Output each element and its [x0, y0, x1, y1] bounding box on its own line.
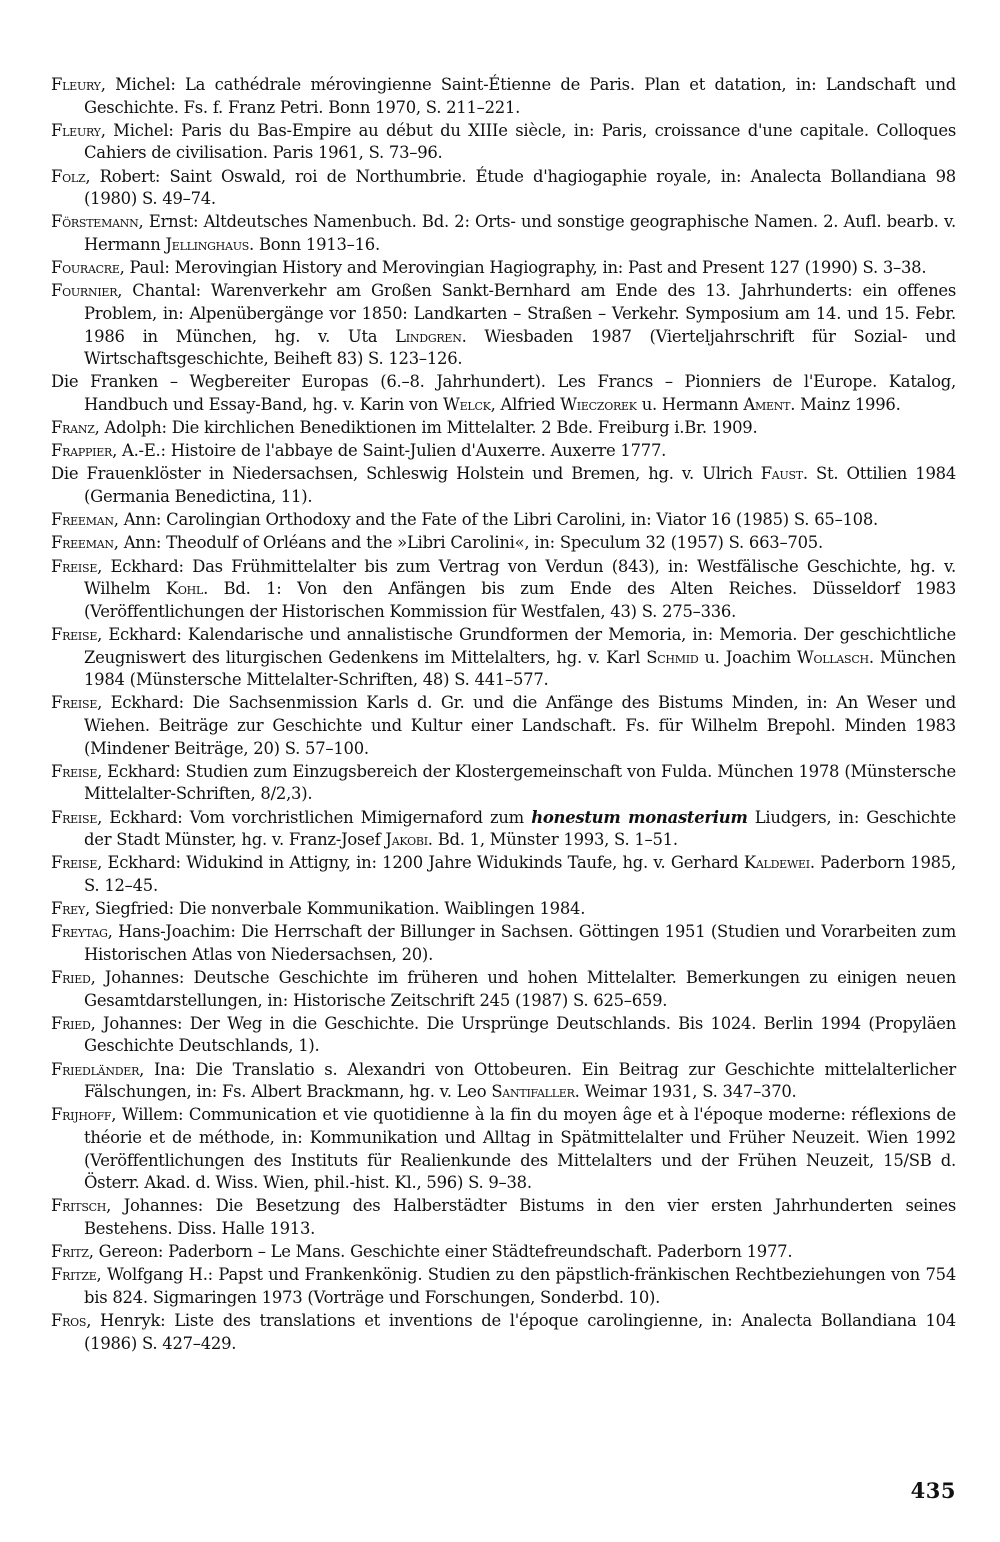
entry-text: Liudgers, in: Geschichte der Stadt Münster, hg. v. Franz-Josef: [84, 807, 957, 850]
entry-text: , Michel: Paris du Bas-Empire au début du XIIIe siècle, in: Paris, croissance d'une capitale. Colloques Cahiers de civilisation. Paris 1961, S. 73–96.: [84, 120, 956, 163]
entry-text: , Wolfgang H.: Papst und Frankenkönig. Studien zu den päpstlich-fränkischen Rechtbeziehungen von 754 bis 824. Sigmaringen 1973 (Vorträge und Forschungen, Sonderbd. 10).: [84, 1265, 956, 1307]
author-name: Folz: [51, 166, 86, 186]
author-name: Freise: [51, 624, 98, 644]
author-name: Franz: [51, 418, 95, 438]
author-name: Frey: [51, 899, 85, 919]
entry-text: , Eckhard: Studien zum Einzugsbereich der Klostergemeinschaft von Fulda. München 1978 (Münstersche Mittelalter-Schriften, 8/2,3).: [84, 761, 956, 804]
entry-text: . Paderborn 1985, S. 12–45.: [84, 853, 956, 895]
bibliography-entry: [51, 761, 956, 806]
bibliography-entry: [51, 1310, 956, 1355]
author-name: Ament: [743, 394, 791, 414]
entry-text: , Alfried: [490, 394, 561, 414]
author-name: Welck: [443, 394, 491, 414]
entry-text: , Eckhard: Kalendarische und annalistische Grundformen der Memoria, in: Memoria. Der geschichtliche Zeugniswert des liturgischen Gedenkens im Mittelalters, hg. v. Karl: [84, 624, 956, 667]
entry-text: . St. Ottilien 1984 (Germania Benedictina, 11).: [84, 464, 956, 507]
entry-text: , Eckhard: Widukind in Attigny, in: 1200 Jahre Widukinds Taufe, hg. v. Gerhard: [97, 853, 744, 873]
author-name: Santifaller: [491, 1082, 575, 1102]
author-name: Fritsch: [51, 1196, 107, 1216]
entry-text: , Ann: Carolingian Orthodoxy and the Fate of the Libri Carolini, in: Viator 16 (1985) S. 65–108.: [113, 510, 879, 530]
entry-text: . Bd. 1: Von den Anfängen bis zum Ende des Alten Reiches. Düsseldorf 1983 (Veröffentlichungen der Historischen Kommission für Westfalen, 43) S. 275–336.: [84, 579, 957, 621]
bibliography-entry: [51, 556, 956, 624]
author-name: Fried: [51, 1013, 91, 1033]
author-name: Friedländer: [51, 1059, 140, 1079]
entry-text: , Johannes: Die Besetzung des Halberstädter Bistums in den vier ersten Jahrhunderten seines Bestehens. Diss. Halle 1913.: [84, 1196, 956, 1238]
bibliography-entry: [51, 211, 956, 256]
author-name: Freise: [51, 853, 98, 873]
author-name: Frappier: [51, 441, 113, 461]
entry-text: , Paul: Merovingian History and Merovingian Hagiography, in: Past and Present 127 (1990) S. 3–38.: [119, 258, 927, 278]
entry-text: , Eckhard: Das Frühmittelalter bis zum Vertrag von Verdun (843), in: Westfälische Geschichte, hg. v. Wilhelm: [84, 556, 956, 599]
entry-text: , A.-E.: Histoire de l'abbaye de Saint-Julien d'Auxerre. Auxerre 1777.: [112, 441, 667, 461]
entry-text: , Ina: Die Translatio s. Alexandri von Ottobeuren. Ein Beitrag zur Geschichte mittelalterlicher Fälschungen, in: Fs. Albert Brackmann, hg. v. Leo: [84, 1059, 956, 1102]
author-name: Freise: [51, 761, 98, 781]
author-name: Freeman: [51, 510, 114, 530]
bibliography-entry: [51, 807, 956, 852]
author-name: Freise: [51, 807, 98, 827]
entry-text: , Adolph: Die kirchlichen Benediktionen im Mittelalter. 2 Bde. Freiburg i.Br. 1909.: [94, 418, 758, 438]
bibliography-entry: [51, 624, 956, 692]
entry-text: , Robert: Saint Oswald, roi de Northumbrie. Étude d'hagiogaphie royale, in: Analecta Bollandiana 98 (1980) S. 49–74.: [84, 166, 956, 209]
author-name: Faust: [760, 464, 803, 484]
bibliography-entry: [51, 1013, 956, 1058]
bibliography-entry: [51, 532, 956, 555]
bibliography-entry: [51, 1264, 956, 1309]
entry-text: , Eckhard: Vom vorchristlichen Mimigernaford zum: [97, 807, 532, 827]
author-name: Fleury: [51, 120, 101, 140]
author-name: Frijhoff: [51, 1105, 112, 1125]
author-name: Fouracre: [51, 258, 120, 278]
bibliography-entry: [51, 1104, 956, 1194]
entry-text: , Willem: Communication et vie quotidienne à la fin du moyen âge et à l'époque moderne: réflexions de théorie et de méthode, in: Kommunikation und Alltag in Spätmittelalter und Früher Neuzeit. Wien 1992 (Veröffentlichungen des Instituts für Realienkunde des Mittelalters und der Frühen Neuzeit, 15/SB d. Österr. Akad. d. Wiss. Wien, phil.-hist. Kl., 596) S. 9–38.: [84, 1105, 956, 1193]
author-name: Kohl: [165, 579, 204, 599]
entry-text: , Ann: Theodulf of Orléans and the »Libri Carolini«, in: Speculum 32 (1957) S. 663–705.: [113, 533, 823, 553]
author-name: Freeman: [51, 533, 114, 553]
author-name: Wieczorek: [560, 394, 637, 414]
bibliography-entry: [51, 120, 956, 165]
entry-text: , Henryk: Liste des translations et inventions de l'époque carolingienne, in: Analecta Bollandiana 104 (1986) S. 427–429.: [84, 1311, 956, 1353]
bibliography-entry: [51, 509, 956, 532]
entry-text: , Eckhard: Die Sachsenmission Karls d. Gr. und die Anfänge des Bistums Minden, in: An Weser und Wiehen. Beiträge zur Geschichte und Kultur einer Landschaft. Fs. für Wilhelm Brepohl. Minden 1983 (Mindener Beiträge, 20) S. 57–100.: [84, 693, 956, 758]
entry-text: Die Franken – Wegbereiter Europas (6.–8. Jahrhundert). Les Francs – Pionniers de l'Europe. Katalog, Handbuch und Essay-Band, hg. v. Karin von: [51, 372, 956, 414]
entry-text: , Siegfried: Die nonverbale Kommunikation. Waiblingen 1984.: [84, 899, 586, 919]
bibliography-entry: [51, 1241, 956, 1264]
author-name: Fritze: [51, 1265, 97, 1285]
entry-text: . Mainz 1996.: [790, 394, 901, 414]
bibliography-entry: [51, 440, 956, 463]
author-name: Wollasch: [796, 647, 869, 667]
bibliography-entry: [51, 692, 956, 760]
entry-text: , Michel: La cathédrale mérovingienne Saint-Étienne de Paris. Plan et datation, in: Landschaft und Geschichte. Fs. f. Franz Petri. Bonn 1970, S. 211–221.: [84, 75, 956, 117]
entry-text: . München 1984 (Münstersche Mittelalter-Schriften, 48) S. 441–577.: [84, 647, 956, 690]
bibliography-entry: [51, 463, 956, 508]
bibliography-entry: [51, 280, 956, 370]
entry-text: u. Joachim: [698, 647, 797, 667]
bibliography-entry: [51, 1195, 956, 1240]
bibliography-entry: [51, 852, 956, 897]
bibliography-list: [51, 74, 956, 1356]
entry-text: , Chantal: Warenverkehr am Großen Sankt-Bernhard am Ende des 13. Jahrhunderts: ein offenes Problem, in: Alpenübergänge vor 1850: Landkarten – Straßen – Verkehr. Symposium am 14. und 15. Febr. 1986 in München, hg. v. Uta: [84, 281, 956, 346]
page-number: 435: [910, 1478, 956, 1503]
entry-text: . Bd. 1, Münster 1993, S. 1–51.: [427, 830, 678, 850]
bibliography-entry: [51, 417, 956, 440]
entry-text: . Bonn 1913–16.: [249, 234, 380, 254]
author-name: Fros: [51, 1311, 87, 1331]
bibliography-entry: [51, 898, 956, 921]
author-name: Fritz: [51, 1242, 89, 1262]
author-name: Jakobi: [385, 830, 428, 850]
author-name: Freise: [51, 693, 98, 713]
entry-text: Die Frauenklöster in Niedersachsen, Schleswig Holstein und Bremen, hg. v. Ulrich: [51, 464, 761, 484]
entry-text: , Hans-Joachim: Die Herrschaft der Billunger in Sachsen. Göttingen 1951 (Studien und Vorarbeiten zum Historischen Atlas von Niedersachsen, 20).: [84, 922, 956, 964]
entry-text: , Johannes: Der Weg in die Geschichte. Die Ursprünge Deutschlands. Bis 1024. Berlin 1994 (Propyläen Geschichte Deutschlands, 1).: [84, 1013, 956, 1056]
author-name: Lindgren: [395, 326, 462, 346]
entry-text: u. Hermann: [636, 394, 744, 414]
bibliography-entry: [51, 257, 956, 280]
entry-text: , Gereon: Paderborn – Le Mans. Geschichte einer Städtefreundschaft. Paderborn 1977.: [88, 1242, 793, 1262]
author-name: Freytag: [51, 922, 108, 942]
entry-text: . Wiesbaden 1987 (Vierteljahrschrift für Sozial- und Wirtschaftsgeschichte, Beiheft 83) S. 123–126.: [84, 326, 956, 369]
author-name: Kaldewei: [743, 853, 810, 873]
italic-title: honestum monasterium: [531, 807, 748, 827]
author-name: Jellinghaus: [165, 234, 250, 254]
bibliography-entry: [51, 1059, 956, 1104]
author-name: Förstemann: [51, 212, 139, 232]
author-name: Fried: [51, 968, 91, 988]
bibliography-entry: [51, 921, 956, 966]
author-name: Freise: [51, 556, 98, 576]
entry-text: , Ernst: Altdeutsches Namenbuch. Bd. 2: Orts- und sonstige geographische Namen. 2. Aufl. bearb. v. Hermann: [84, 212, 956, 254]
author-name: Fleury: [51, 75, 101, 94]
entry-text: . Weimar 1931, S. 347–370.: [574, 1082, 797, 1102]
bibliography-entry: [51, 967, 956, 1012]
author-name: Fournier: [51, 281, 118, 301]
author-name: Schmid: [646, 647, 699, 667]
bibliography-entry: [51, 371, 956, 416]
bibliography-entry: [51, 166, 956, 211]
bibliography-entry: [51, 74, 956, 119]
entry-text: , Johannes: Deutsche Geschichte im früheren und hohen Mittelalter. Bemerkungen zu einigen neuen Gesamtdarstellungen, in: Historische Zeitschrift 245 (1987) S. 625–659.: [84, 968, 956, 1010]
